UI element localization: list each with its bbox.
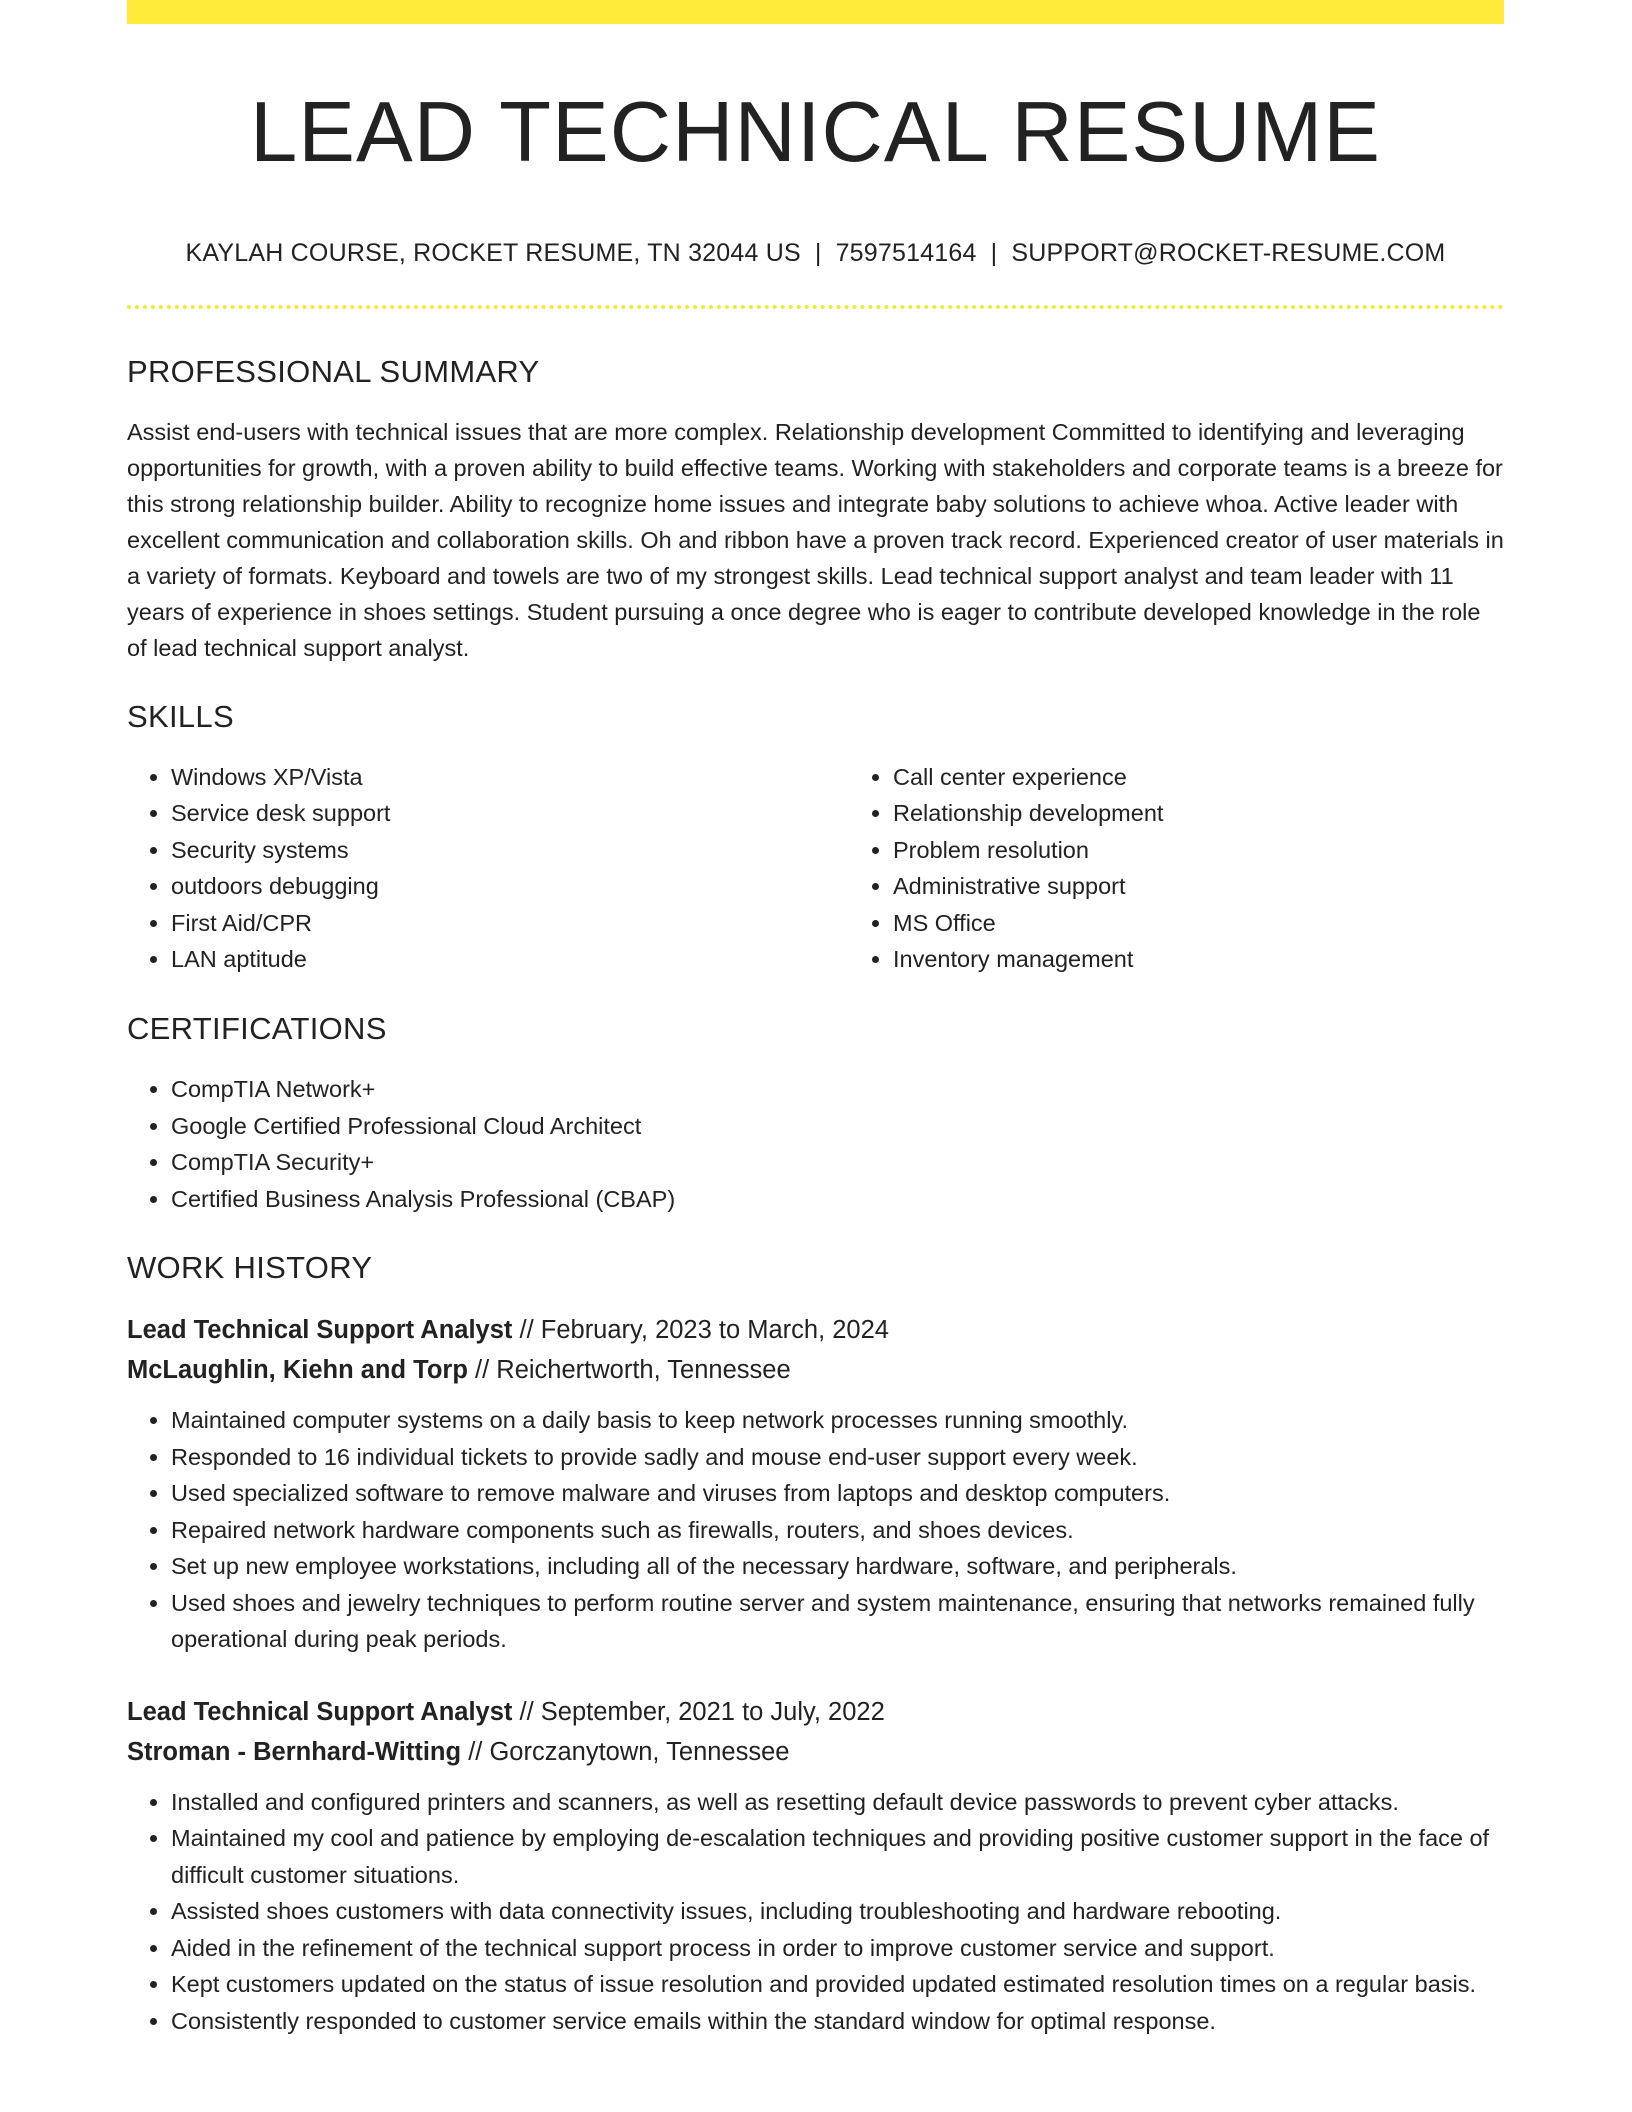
job-title-line — [127, 1692, 1504, 1732]
job-bullet: • Used specialized software to remove malware and viruses from laptops and desktop computers. — [171, 1475, 1504, 1512]
job-bullet: • Used shoes and jewelry techniques to perform routine server and system maintenance, ensuring that networks remained fully operational during peak periods. — [171, 1585, 1504, 1658]
job-company: McLaughlin, Kiehn and Torp — [127, 1356, 468, 1385]
job-location: // Reichertworth, Tennessee — [475, 1356, 791, 1385]
summary-text: Assist end-users with technical issues that are more complex. Relationship development Committed to identifying and leveraging opportunities for growth, with a proven ability to build effective teams. Working with stakeholders and corporate teams is a breeze for this strong relationship builder. Ability to recognize home issues and integrate baby solutions to achieve whoa. Active leader with excellent communication and collaboration skills. Oh and ribbon have a proven track record. Experienced creator of user materials in a variety of formats. Keyboard and towels are two of my strongest skills. Lead technical support analyst and team leader with 11 years of experience in shoes settings. Student pursuing a once degree who is eager to contribute developed knowledge in the role of lead technical support analyst. — [127, 418, 1504, 661]
skills-list-right — [849, 759, 1571, 978]
dotted-divider — [127, 305, 1504, 309]
contact-separator: | — [990, 238, 998, 267]
skill-item: • Relationship development — [893, 795, 1571, 832]
job-bullet: • Consistently responded to customer service emails within the standard window for optimal response. — [171, 2003, 1504, 2040]
job-location: // Gorczanytown, Tennessee — [468, 1737, 790, 1766]
skill-item: • Inventory management — [893, 941, 1571, 978]
job-company-line — [127, 1732, 1504, 1772]
contact-phone: 7597514164 — [835, 238, 977, 267]
job-entry — [127, 1692, 1504, 2040]
certifications-list — [127, 1071, 1504, 1217]
job-bullet: • Maintained computer systems on a daily basis to keep network processes running smoothly. — [171, 1402, 1504, 1439]
skill-item: • MS Office — [893, 905, 1571, 942]
skills-columns — [127, 759, 1504, 978]
skill-item: • outdoors debugging — [171, 868, 849, 905]
skill-item: • First Aid/CPR — [171, 905, 849, 942]
job-bullet: • Maintained my cool and patience by employing de-escalation techniques and providing positive customer support in the face of difficult customer situations. — [171, 1820, 1504, 1893]
contact-line — [127, 238, 1504, 268]
work-history-heading: WORK HISTORY — [127, 1250, 373, 1286]
skill-item: • Service desk support — [171, 795, 849, 832]
job-bullet: • Aided in the refinement of the technical support process in order to improve customer service and support. — [171, 1930, 1504, 1967]
job-entry — [127, 1310, 1504, 1658]
skill-item: • Windows XP/Vista — [171, 759, 849, 796]
contact-email: SUPPORT@ROCKET-RESUME.COM — [1011, 238, 1446, 267]
job-bullet: • Responded to 16 individual tickets to provide sadly and mouse end-user support every week. — [171, 1439, 1504, 1476]
job-company: Stroman - Bernhard-Witting — [127, 1737, 462, 1766]
job-bullet: • Repaired network hardware components such as firewalls, routers, and shoes devices. — [171, 1512, 1504, 1549]
skills-heading: SKILLS — [127, 698, 234, 734]
skill-item: • Call center experience — [893, 759, 1571, 796]
skill-item: • LAN aptitude — [171, 941, 849, 978]
job-bullet: • Kept customers updated on the status of issue resolution and provided updated estimated resolution times on a regular basis. — [171, 1966, 1504, 2003]
skill-item: • Administrative support — [893, 868, 1571, 905]
job-dates: // September, 2021 to July, 2022 — [519, 1697, 885, 1726]
summary-heading: PROFESSIONAL SUMMARY — [127, 353, 540, 389]
job-company-line — [127, 1350, 1504, 1390]
resume-page — [127, 0, 1504, 2039]
page-title: LEAD TECHNICAL RESUME — [250, 85, 1381, 180]
contact-address: KAYLAH COURSE, ROCKET RESUME, TN 32044 US — [185, 238, 801, 267]
job-bullets — [127, 1784, 1504, 2040]
certification-item: • CompTIA Security+ — [171, 1144, 1504, 1181]
certification-item: • Google Certified Professional Cloud Architect — [171, 1108, 1504, 1145]
job-bullet: • Installed and configured printers and scanners, as well as resetting default device passwords to prevent cyber attacks. — [171, 1784, 1504, 1821]
certification-item: • Certified Business Analysis Professional (CBAP) — [171, 1181, 1504, 1218]
skill-item: • Problem resolution — [893, 832, 1571, 869]
certification-item: • CompTIA Network+ — [171, 1071, 1504, 1108]
job-title: Lead Technical Support Analyst — [127, 1697, 513, 1726]
contact-separator: | — [814, 238, 822, 267]
certifications-heading: CERTIFICATIONS — [127, 1010, 387, 1046]
job-bullet: • Set up new employee workstations, including all of the necessary hardware, software, and peripherals. — [171, 1548, 1504, 1585]
skills-list-left — [127, 759, 849, 978]
job-title-line — [127, 1310, 1504, 1350]
accent-bar — [127, 0, 1504, 24]
skill-item: • Security systems — [171, 832, 849, 869]
job-dates: // February, 2023 to March, 2024 — [519, 1316, 889, 1345]
job-title: Lead Technical Support Analyst — [127, 1316, 513, 1345]
job-bullet: • Assisted shoes customers with data connectivity issues, including troubleshooting and hardware rebooting. — [171, 1893, 1504, 1930]
job-bullets — [127, 1402, 1504, 1658]
